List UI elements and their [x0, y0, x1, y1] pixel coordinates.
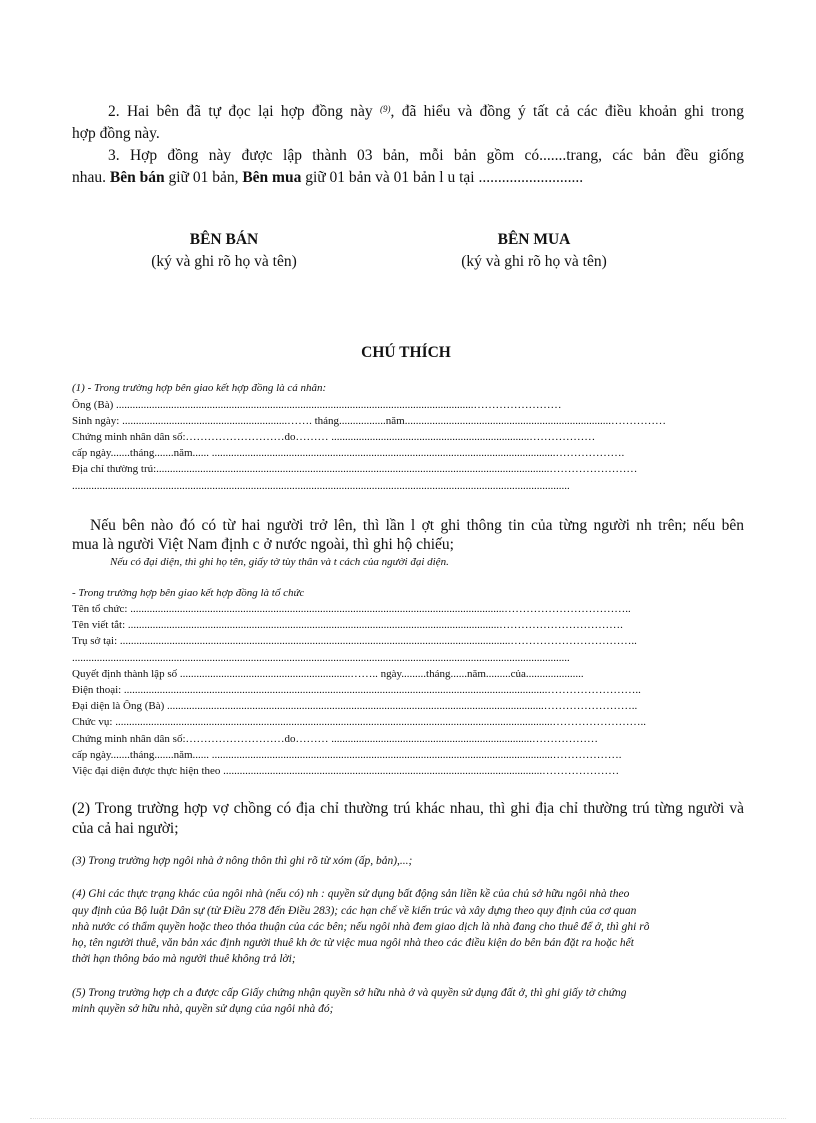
- organization-line: Điện thoại: ..........................................................................................................................................................……………………..: [72, 684, 641, 696]
- seller-term: Bên bán: [109, 169, 165, 186]
- clause-2-line-1: [72, 103, 744, 121]
- individual-line: Ông (Bà) ..................................................................................................................................……………………: [72, 399, 562, 411]
- note-5-line-1: (5) Trong trường hợp ch a được cấp Giấy chứng nhận quyền sở hữu nhà ở và quyền sử dụng đất ở, thì ghi giấy tờ chứng: [72, 987, 627, 999]
- individual-line: .....................................................................................................................................................................................: [72, 480, 570, 492]
- organization-heading: - Trong trường hợp bên giao kết hợp đồng là tổ chức: [72, 587, 305, 599]
- footnote-mark-9: (9): [380, 104, 391, 114]
- buyer-signature-note: (ký và ghi rõ họ và tên): [461, 253, 607, 270]
- seller-signature-note: (ký và ghi rõ họ và tên): [151, 253, 297, 270]
- organization-line: Tên tổ chức: ........................................................................................................................................……………………………..: [72, 603, 631, 615]
- note-5-line-2: minh quyền sở hữu nhà, quyền sử dụng của ngôi nhà đó;: [72, 1003, 334, 1015]
- buyer-signature-title: BÊN MUA: [497, 231, 571, 248]
- organization-line: Tên viết tắt: .......................................................................................................................................…………………………….: [72, 619, 623, 631]
- clause-2-text-suffix: , đã hiểu và đồng ý tất cả các điều khoản ghi trong: [390, 103, 745, 120]
- note-4-line-4: họ, tên người thuê, văn bản xác định người thuê kh ớc từ việc mua ngôi nhà theo các điều kiện do bên bán đặt ra hoặc hết: [72, 937, 634, 949]
- organization-line: .....................................................................................................................................................................................: [72, 652, 570, 664]
- page-bottom-rule: [30, 1118, 786, 1119]
- note-2-line-1: (2) Trong trường hợp vợ chồng có địa chỉ thường trú khác nhau, thì ghi địa chỉ thường trú từng người và: [72, 800, 744, 817]
- clause-3-text-e: giữ 01 bản và 01 bản l u tại ...........................: [301, 169, 584, 186]
- note-4-line-1: (4) Ghi các thực trạng khác của ngôi nhà (nếu có) nh : quyền sử dụng bất động sản liền kề của chủ sở hữu ngôi nhà theo: [72, 888, 630, 900]
- clause-3-line-1: 3. Hợp đồng này được lập thành 03 bản, mỗi bản gồm có.......trang, các bản đều giống: [108, 147, 744, 164]
- organization-line: Chứng minh nhân dân số:………………………do……… .........................................................................………………: [72, 733, 599, 745]
- note-3: (3) Trong trường hợp ngôi nhà ở nông thôn thì ghi rõ từ xóm (ấp, bản),...;: [72, 855, 413, 867]
- note-4-line-5: thời hạn thông báo mà người thuê không trả lời;: [72, 953, 296, 965]
- multi-person-line-1: Nếu bên nào đó có từ hai người trở lên, thì lần l ợt ghi thông tin của từng người nh trên; nếu bên: [90, 517, 744, 534]
- buyer-term: Bên mua: [242, 169, 302, 186]
- notes-title: CHÚ THÍCH: [361, 344, 451, 361]
- clause-3-text-a: nhau.: [72, 169, 110, 186]
- seller-signature-title: BÊN BÁN: [189, 231, 259, 248]
- individual-line: cấp ngày.......tháng.......năm...... .............................................................................................................................……………….: [72, 447, 625, 459]
- organization-line: Trụ sở tại: ..............................................................................................................................................……………………………..: [72, 635, 637, 647]
- note-2-line-2: của cả hai người;: [72, 820, 179, 837]
- organization-line: Đại diện là Ông (Bà) .........................................................................................................................................……………………..: [72, 700, 638, 712]
- clause-2-text: 2. Hai bên đã tự đọc lại hợp đồng này: [108, 103, 373, 120]
- individual-line: Sinh ngày: ............................................................……. tháng.................năm...........................................................................……………: [72, 415, 666, 427]
- multi-person-line-2: mua là người Việt Nam định c ở nước ngoài, thì ghi hộ chiếu;: [72, 536, 454, 553]
- multi-person-line-3: Nếu có đại diện, thì ghi họ tên, giấy tờ tùy thân và t cách của người đại diện.: [110, 556, 449, 568]
- individual-heading: (1) - Trong trường hợp bên giao kết hợp đồng là cá nhân:: [72, 382, 327, 394]
- clause-3-text-c: giữ 01 bản,: [164, 169, 243, 186]
- note-4-line-2: quy định của Bộ luật Dân sự (từ Điều 278 đến Điều 283); các hạn chế về kiến trúc và xây dựng theo quy định của cơ quan: [72, 905, 637, 917]
- clause-2-line-2: hợp đồng này.: [72, 125, 160, 142]
- individual-line: Chứng minh nhân dân số:………………………do……… ........................................................................………………: [72, 431, 596, 443]
- organization-line: Quyết định thành lập số ..............................................................…….. ngày.........tháng......năm.........của.....................: [72, 668, 584, 680]
- individual-line: Địa chỉ thường trú:...............................................................................................................................................……………………: [72, 463, 638, 475]
- organization-line: Việc đại diện được thực hiện theo ....................................................................................................................…………………: [72, 765, 620, 777]
- organization-line: Chức vụ: ...............................................................................................................................................................……………………..: [72, 716, 646, 728]
- clause-3-line-2: [72, 169, 583, 187]
- organization-line: cấp ngày.......tháng.......năm...... ............................................................................................................................……………….: [72, 749, 622, 761]
- note-4-line-3: nhà nước có thẩm quyền hoặc theo thỏa thuận của các bên; nếu ngôi nhà đem giao dịch là nhà đang cho thuê để ở, thì ghi rõ: [72, 921, 650, 933]
